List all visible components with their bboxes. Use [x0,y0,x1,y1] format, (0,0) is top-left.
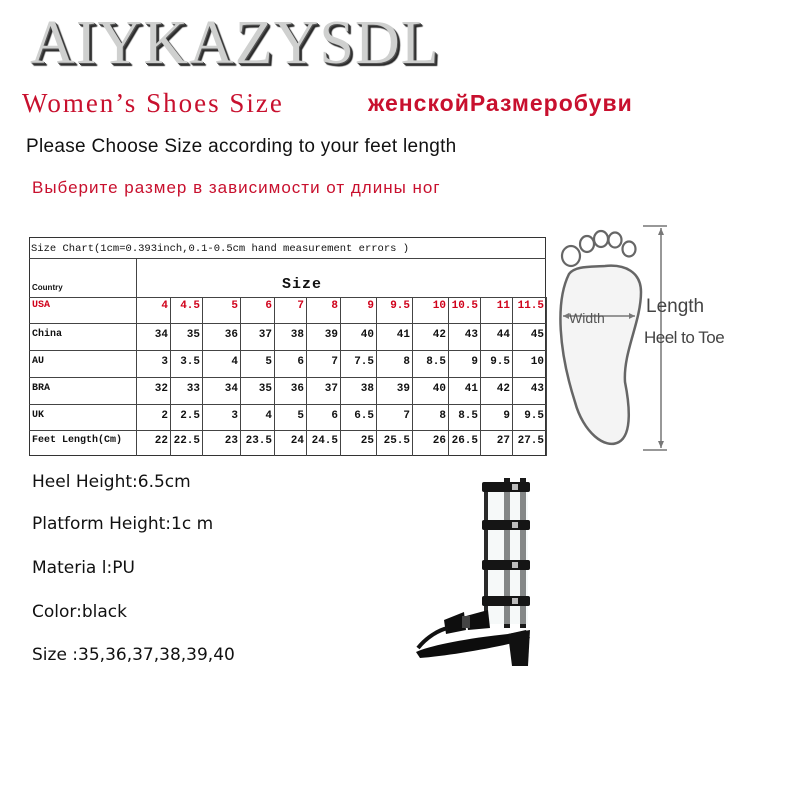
table-cell: 8 [331,300,338,312]
table-cell: 45 [530,329,544,341]
table-cell: 3.5 [180,356,200,368]
table-cell: 5 [265,356,272,368]
table-cell: 5 [297,410,304,422]
spec-color: Color:black [32,602,127,622]
spec-heel-height: Heel Height:6.5cm [32,472,191,492]
table-cell: 37 [324,383,338,395]
table-cell: 7 [403,410,410,422]
table-cell: 36 [224,329,238,341]
table-cell: 7 [297,300,304,312]
table-cell: 6 [265,300,272,312]
table-cell: 10 [530,356,544,368]
table-cell: 42 [432,329,446,341]
table-cell: 39 [324,329,338,341]
table-cell: 37 [258,329,272,341]
table-cell: 9.5 [390,300,410,312]
table-cell: 10 [432,300,446,312]
table-col-divider [340,297,341,456]
table-row-label: Feet Length(Cm) [32,435,123,446]
table-cell: 10.5 [451,300,478,312]
table-row-label: AU [32,356,45,367]
table-col-divider [240,297,241,456]
country-header: Country [32,283,63,292]
table-cell: 38 [360,383,374,395]
table-cell: 9.5 [524,410,544,422]
table-cell: 7 [331,356,338,368]
table-cell: 8 [439,410,446,422]
size-chart-table [29,237,546,456]
table-cell: 38 [290,329,304,341]
width-label: Width [569,310,605,326]
table-cell: 27.5 [517,435,544,447]
table-cell: 8.5 [458,410,478,422]
table-cell: 22 [154,435,168,447]
table-cell: 39 [396,383,410,395]
table-cell: 6 [297,356,304,368]
table-cell: 41 [396,329,410,341]
brand-logo: AIYKAZYSDL [30,9,440,77]
table-cell: 42 [496,383,510,395]
table-cell: 9.5 [490,356,510,368]
table-cell: 40 [360,329,374,341]
instruction-russian: Выберите размер в зависимости от длины ног [32,178,441,197]
table-cell: 5 [231,300,238,312]
table-row-divider [29,430,546,431]
table-row-label: China [32,329,63,340]
table-cell: 26.5 [451,435,478,447]
table-col-divider [274,297,275,456]
table-row-label: USA [32,300,51,311]
table-row-divider [29,323,546,324]
table-cell: 4 [265,410,272,422]
table-cell: 4.5 [180,300,200,312]
table-cell: 6.5 [354,410,374,422]
table-cell: 11.5 [517,300,544,312]
table-cell: 25.5 [383,435,410,447]
instruction-english: Please Choose Size according to your feet length [26,136,457,157]
heel-to-toe-label: Heel to Toe [644,328,725,347]
table-row-divider [29,258,546,259]
table-cell: 26 [432,435,446,447]
table-cell: 9 [367,300,374,312]
table-cell: 35 [258,383,272,395]
table-cell: 9 [503,410,510,422]
table-cell: 22.5 [173,435,200,447]
table-cell: 2 [161,410,168,422]
table-cell: 33 [186,383,200,395]
table-cell: 3 [231,410,238,422]
size-header: Size [282,276,323,293]
table-cell: 32 [154,383,168,395]
title-english: Women’s Shoes Size [22,88,284,118]
table-cell: 2.5 [180,410,200,422]
table-cell: 8.5 [426,356,446,368]
table-row-divider [29,377,546,378]
table-col-divider [170,297,171,456]
table-cell: 44 [496,329,510,341]
gladiator-sandal-product-image [408,470,558,670]
table-col-divider [202,297,203,456]
table-col-divider [480,297,481,456]
table-col-divider [306,297,307,456]
table-cell: 43 [530,383,544,395]
table-cell: 6 [331,410,338,422]
table-cell: 3 [161,356,168,368]
table-cell: 27 [496,435,510,447]
table-row-divider [29,350,546,351]
title-russian: женскойРазмеробуви [368,90,633,116]
table-row-divider [29,404,546,405]
table-col-divider [448,297,449,456]
table-col-divider [376,297,377,456]
table-cell: 23.5 [245,435,272,447]
spec-material: Materia l:PU [32,558,135,578]
table-cell: 4 [161,300,168,312]
table-cell: 23 [224,435,238,447]
table-cell: 24 [290,435,304,447]
spec-platform-height: Platform Height:1c m [32,514,214,534]
table-cell: 4 [231,356,238,368]
size-chart-note: Size Chart(1cm=0.393inch,0.1-0.5cm hand measurement errors ) [31,243,410,255]
table-row-label: BRA [32,383,51,394]
table-cell: 43 [464,329,478,341]
table-cell: 9 [471,356,478,368]
spec-sizes: Size :35,36,37,38,39,40 [32,645,235,665]
table-cell: 34 [154,329,168,341]
table-cell: 34 [224,383,238,395]
table-row-label: UK [32,410,45,421]
table-row-divider [29,297,546,298]
table-cell: 41 [464,383,478,395]
length-label: Length [646,296,705,317]
table-cell: 25 [360,435,374,447]
table-cell: 7.5 [354,356,374,368]
table-cell: 36 [290,383,304,395]
table-col-divider [412,297,413,456]
table-cell: 11 [496,300,510,312]
table-cell: 24.5 [311,435,338,447]
table-cell: 35 [186,329,200,341]
table-cell: 40 [432,383,446,395]
table-col-divider [512,297,513,456]
table-cell: 8 [403,356,410,368]
